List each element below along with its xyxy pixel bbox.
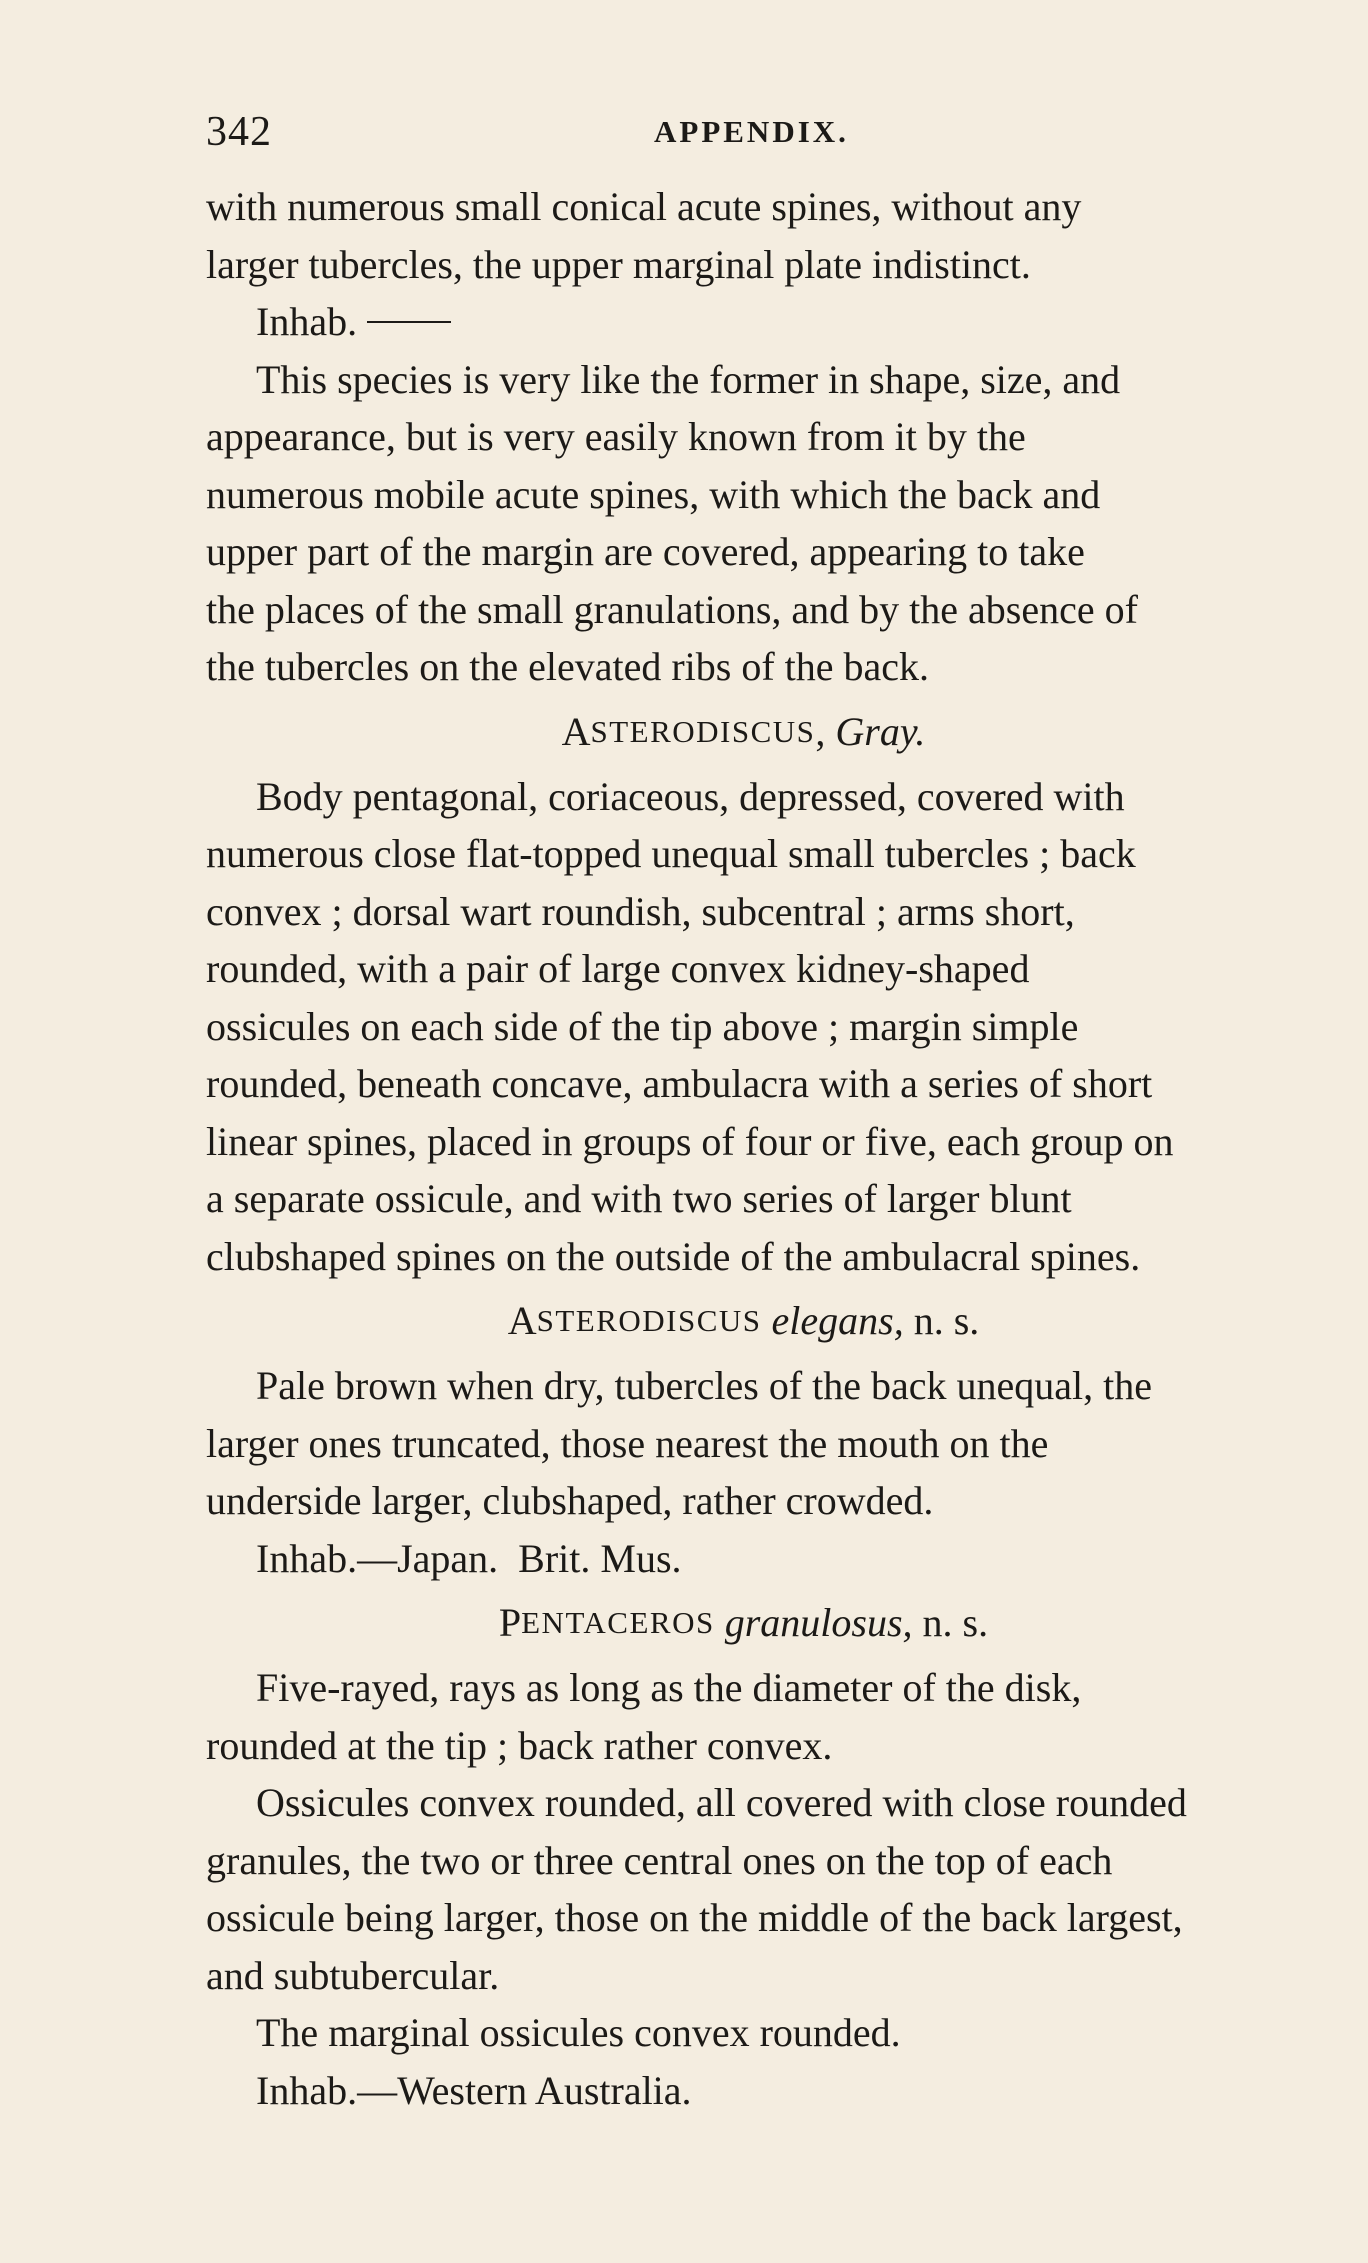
heading-epithet: elegans,	[771, 1298, 904, 1344]
species-heading	[206, 1587, 1281, 1659]
text-line: This species is very like the former in shape, size, and	[256, 356, 1121, 402]
text-line: rounded, with a pair of large convex kidney-shaped	[206, 946, 1030, 991]
text-line: granules, the two or three central ones on the top of each	[206, 1837, 1113, 1883]
page-body	[206, 178, 1281, 2119]
text-line: numerous mobile acute spines, with which the back and	[206, 471, 1101, 517]
heading-initial: P	[498, 1600, 522, 1646]
inhab-line: Inhab.—Western Australia.	[256, 2067, 692, 2113]
text-line: rounded at the tip ; back rather convex.	[206, 1722, 833, 1768]
text-line: rounded, beneath concave, ambulacra with a series of short	[206, 1061, 1153, 1106]
heading-suffix: n. s.	[922, 1600, 989, 1646]
inhab-line	[206, 293, 1281, 351]
text-line: the tubercles on the elevated ribs of the back.	[206, 644, 930, 689]
inhab-label: Inhab.	[256, 299, 358, 344]
running-title: APPENDIX.	[654, 114, 849, 149]
inhab-line: Inhab.—Japan. Brit. Mus.	[256, 1535, 682, 1581]
heading-smallcaps: ENTACEROS	[521, 1605, 715, 1641]
genus-heading: A STERODISCUS , Gray.	[206, 696, 1281, 768]
text-line: with numerous small conical acute spines, without any	[206, 184, 1082, 229]
species-heading	[206, 1285, 1281, 1357]
text-line: Ossicules convex rounded, all covered with close rounded	[256, 1780, 1187, 1825]
heading-suffix: n. s.	[913, 1298, 980, 1344]
page-header	[206, 108, 849, 168]
heading-initial: A	[507, 1298, 537, 1344]
text-line: ossicule being larger, those on the middle of the back largest,	[206, 1895, 1183, 1940]
text-line: convex ; dorsal wart roundish, subcentral ; arms short,	[206, 888, 1075, 934]
heading-initial: A	[561, 708, 591, 754]
text-line: larger ones truncated, those nearest the mouth on the	[206, 1420, 1049, 1466]
text-line: larger tubercles, the upper marginal plate indistinct.	[206, 241, 1031, 287]
heading-smallcaps: STERODISCUS	[536, 1303, 762, 1339]
em-dash-rule	[367, 321, 451, 323]
text-line: a separate ossicule, and with two series of larger blunt	[206, 1176, 1072, 1221]
heading-epithet: granulosus,	[724, 1600, 913, 1646]
text-line: upper part of the margin are covered, appearing to take	[206, 529, 1085, 574]
text-line: Pale brown when dry, tubercles of the back unequal, the	[256, 1363, 1152, 1408]
text-line: Five-rayed, rays as long as the diameter of the disk,	[256, 1665, 1082, 1710]
page-number: 342	[206, 109, 272, 155]
heading-smallcaps: STERODISCUS	[590, 713, 816, 749]
text-line: linear spines, placed in groups of four or five, each group on	[206, 1118, 1174, 1164]
text-line: The marginal ossicules convex rounded.	[256, 2010, 901, 2055]
text-line: clubshaped spines on the outside of the ambulacral spines.	[206, 1233, 1141, 1279]
text-line: the places of the small granulations, and by the absence of	[206, 586, 1138, 632]
text-line: Body pentagonal, coriaceous, depressed, covered with	[256, 773, 1125, 819]
text-line: and subtubercular.	[206, 1952, 500, 1998]
text-line: numerous close flat-topped unequal small tubercles ; back	[206, 831, 1136, 876]
text-line: ossicules on each side of the tip above ; margin simple	[206, 1003, 1079, 1049]
heading-authority: Gray.	[835, 708, 926, 754]
text-line: underside larger, clubshaped, rather crowded.	[206, 1478, 934, 1523]
text-line: appearance, but is very easily known from it by the	[206, 414, 1026, 459]
